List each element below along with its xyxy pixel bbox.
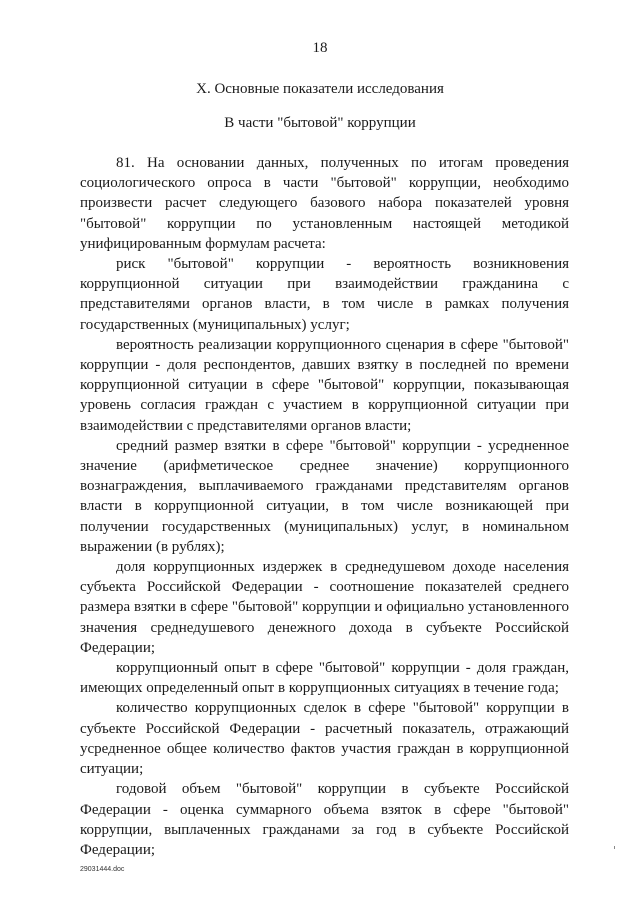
scan-margin-mark <box>614 846 615 849</box>
section-title: X. Основные показатели исследования <box>196 81 444 97</box>
paragraph-probability: вероятность реализации коррупционного сценария в сфере "бытовой" коррупции - доля респондентов, давших взятку в последней по времени коррупционной ситуации в сфере "бытовой" коррупции, показывающая уровень согласия граждан с участием в коррупционной ситуации при взаимодействии с представителями органов власти; <box>80 336 569 434</box>
paragraph-deal-count: количество коррупционных сделок в сфере "бытовой" коррупции в субъекте Российской Федерации - расчетный показатель, отражающий усредненное общее количество фактов участия граждан в коррупционной ситуации; <box>80 700 569 778</box>
paragraph-average-bribe: средний размер взятки в сфере "бытовой" коррупции - усредненное значение (арифметическое среднее значение) коррупционного вознаграждения, выплачиваемого гражданами представителям органов власти в коррупционной ситуации, в том числе возникающей при получении государственных (муниципальных) услуг, в номинальном выражении (в рублях); <box>80 437 569 555</box>
page-number: 18 <box>312 40 328 56</box>
paragraph-annual-volume: годовой объем "бытовой" коррупции в субъекте Российской Федерации - оценка суммарного объема взяток в сфере "бытовой" коррупции, выплаченных гражданами за год в субъекте Российской Федерации; <box>80 781 569 858</box>
paragraph-cost-share: доля коррупционных издержек в среднедушевом доходе населения субъекта Российской Федерации - соотношение показателей среднего размера взятки в сфере "бытовой" коррупции и официально установленного значения среднедушевого денежного дохода в субъекте Российской Федерации; <box>80 559 569 656</box>
subsection-title: В части "бытовой" коррупции <box>224 115 416 131</box>
paragraph-risk: риск "бытовой" коррупции - вероятность возникновения коррупционной ситуации при взаимодействии гражданина с представителями органов власти, в том числе в рамках получения государственных (муниципальных) услуг; <box>80 256 569 333</box>
paragraph-corruption-experience: коррупционный опыт в сфере "бытовой" коррупции - доля граждан, имеющих определенный опыт в коррупционных ситуациях в течение года; <box>80 660 569 697</box>
paragraph-81-intro: 81. На основании данных, полученных по итогам проведения социологического опроса в части "бытовой" коррупции, необходимо произвести расчет следующего базового набора показателей уровня "бытовой" коррупции по установленным настоящей методикой унифицированным формулам расчета: <box>80 155 569 252</box>
footer-doc-code: 29031444.doc <box>80 866 125 873</box>
body-text <box>80 153 569 860</box>
